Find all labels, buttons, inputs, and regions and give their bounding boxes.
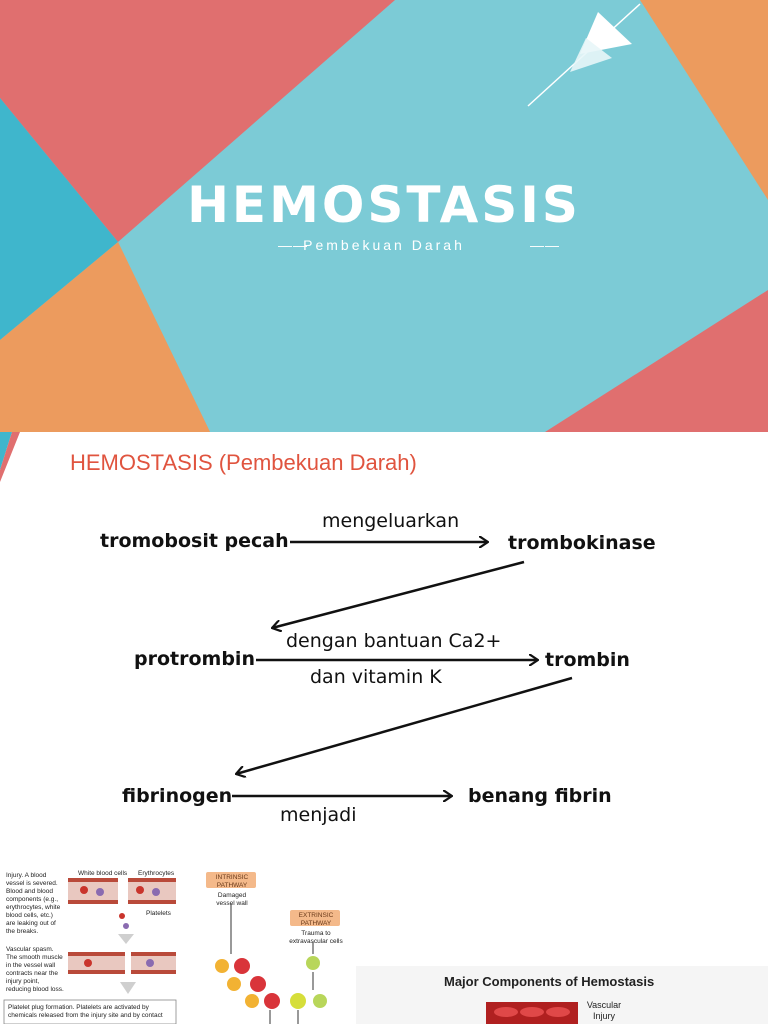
- mengeluarkan-label: mengeluarkan: [322, 510, 460, 532]
- vitamin-label: dan vitamin K: [310, 666, 442, 688]
- major-components-title: Major Components of Hemostasis: [444, 974, 655, 989]
- intrinsic-pathway-label: INTRINSIC PATHWAY: [215, 874, 249, 889]
- vascular-spasm-text: Vascular spasm. The smooth muscle in the vessel wall contracts near the injury point, reducing blood loss.: [6, 946, 64, 993]
- coagulation-pathway-diagram: [200, 830, 350, 1024]
- fibrinogen-label: fibrinogen: [122, 785, 233, 807]
- cover-slide: [0, 0, 768, 432]
- tromobosit-label: tromobosit pecah: [100, 530, 289, 552]
- subtitle-dash-right: ——: [530, 237, 560, 253]
- trombin-label: trombin: [545, 649, 630, 671]
- bantuan-label: dengan bantuan Ca2+: [286, 630, 502, 652]
- protrombin-label: protrombin: [134, 648, 255, 670]
- cover-subtitle: Pembekuan Darah: [303, 237, 465, 253]
- vascular-injury-label: Vascular Injury: [586, 1000, 622, 1021]
- trauma-label: Trauma to extravascular cells: [289, 930, 343, 945]
- trombokinase-label: trombokinase: [508, 532, 656, 554]
- menjadi-label: menjadi: [280, 804, 357, 826]
- slide-title: HEMOSTASIS (Pembekuan Darah): [70, 450, 417, 475]
- platelets-label: Platelets: [146, 910, 171, 917]
- platelet-plug-text: Platelet plug formation. Platelets are activated by chemicals released from the injury site and by contact: [8, 1004, 163, 1019]
- diagram-slide: [0, 830, 768, 1024]
- arrow-to-fibrinogen: [236, 678, 572, 774]
- benang-fibrin-label: benang fibrin: [468, 785, 612, 807]
- cover-title: HEMOSTASIS: [187, 176, 581, 234]
- damaged-vessel-label: Damaged vessel wall: [216, 892, 248, 907]
- extrinsic-pathway-label: EXTRINSIC PATHWAY: [298, 912, 334, 927]
- flow-slide: [0, 432, 768, 830]
- injury-steps-diagram: [0, 830, 178, 1024]
- major-components-diagram: [356, 966, 768, 1024]
- injury-step-text: Injury. A blood vessel is severed. Blood and blood components (e.g., erythrocytes, white blood cells, etc.) are leaking out of the breaks.: [6, 872, 61, 935]
- arrow-to-protrombin: [272, 562, 524, 628]
- subtitle-dash-left: ——: [278, 237, 308, 253]
- white-cells-label: White blood cells: [78, 870, 128, 877]
- erythrocytes-label: Erythrocytes: [138, 870, 175, 877]
- vessel-injury-figure: [356, 966, 768, 1024]
